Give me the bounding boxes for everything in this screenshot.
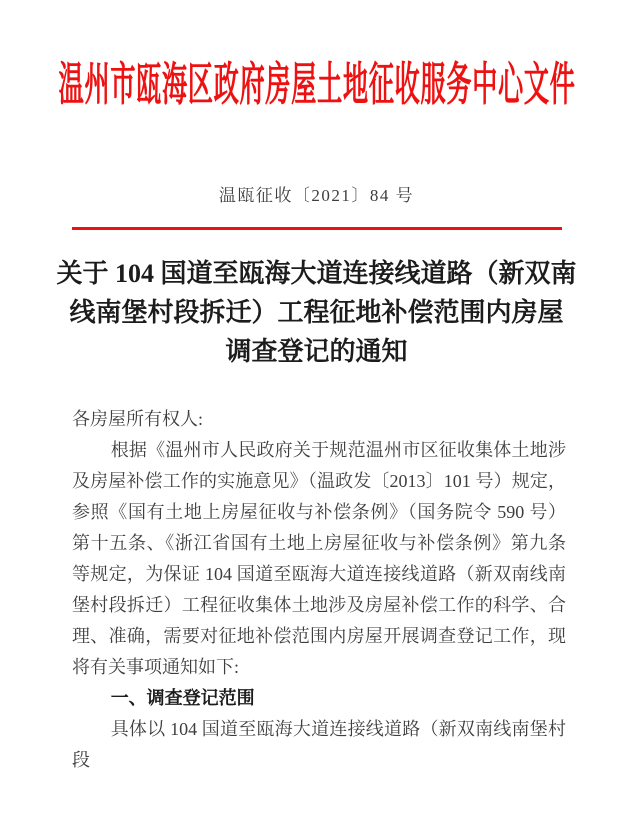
section-1-paragraph: 具体以 104 国道至瓯海大道连接线道路（新双南线南堡村段 — [72, 719, 566, 770]
red-divider-line — [72, 227, 562, 230]
opening-paragraph: 根据《温州市人民政府关于规范温州市区征收集体土地涉及房屋补偿工作的实施意见》（温政发〔2013〕101 号）规定，参照《国有土地上房屋征收与补偿条例》（国务院令 590 号）第十五条、《浙江省国有土地上房屋征收与补偿条例》第九条等规定，为保证 104 国道至瓯海大道连接线道路（新双南线南堡村段拆迁）工程征收集体土地涉及房屋补偿工作的科学、合理、准确，需要对征地补偿范围内房屋开展调查登记工作，现将有关事项通知如下: — [72, 440, 566, 677]
document-title-line-2: 线南堡村段拆迁）工程征地补偿范围内房屋 — [69, 298, 564, 327]
salutation: 各房屋所有权人: — [72, 409, 204, 429]
document-number: 温瓯征收〔2021〕84 号 — [218, 186, 415, 205]
letterhead-org-title: 温州市瓯海区政府房屋土地征收服务中心文件 — [58, 59, 575, 110]
document-body — [72, 404, 566, 776]
section-1-heading: 一、调查登记范围 — [110, 688, 255, 708]
document-title — [45, 254, 588, 371]
document-title-line-3: 调查登记的通知 — [225, 337, 408, 366]
document-title-line-1: 关于 104 国道至瓯海大道连接线道路（新双南 — [56, 259, 577, 288]
